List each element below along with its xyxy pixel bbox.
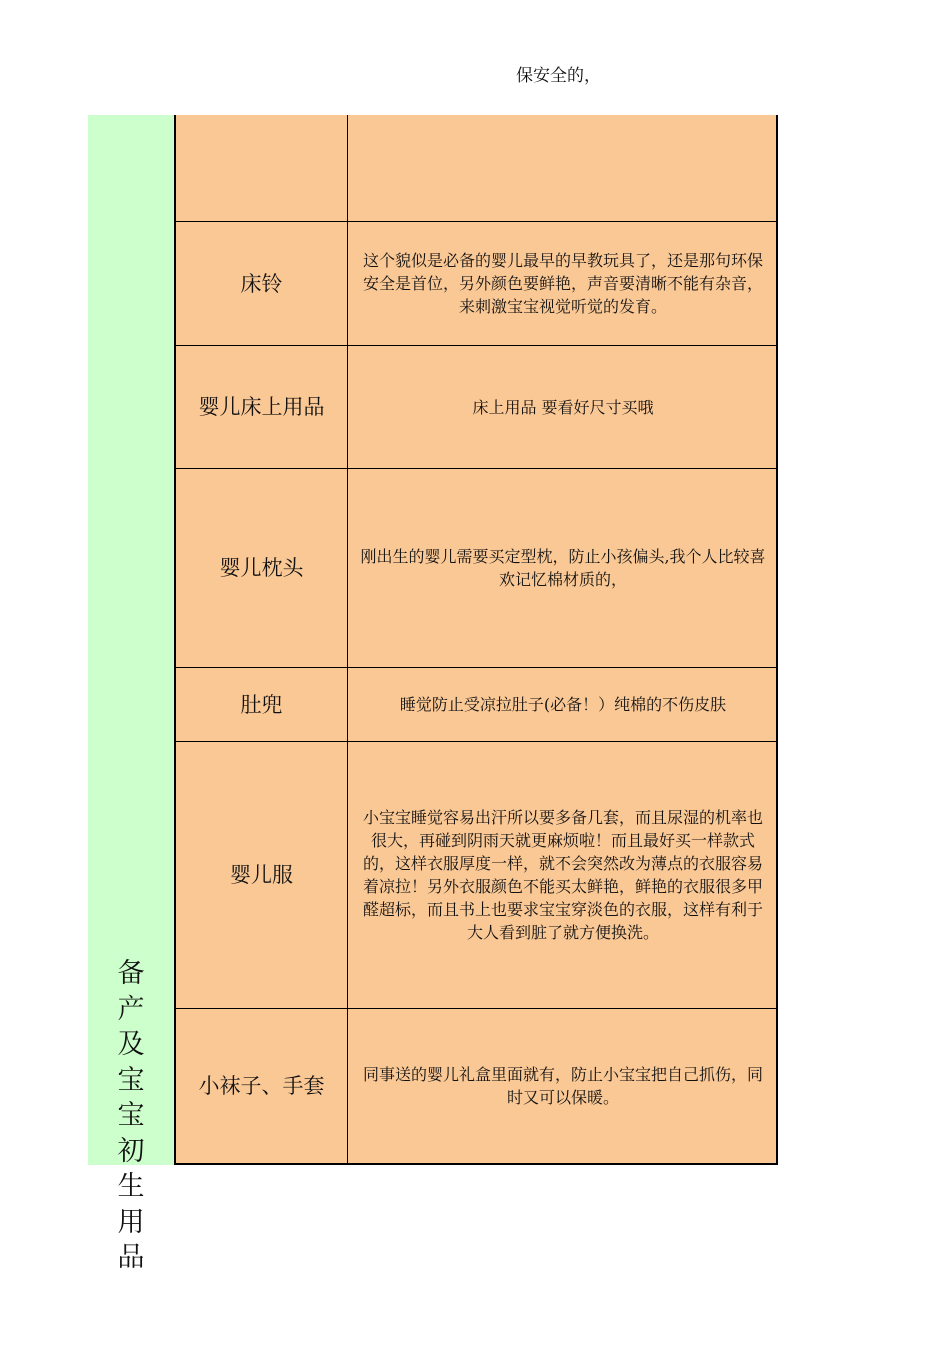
- carryover-text: 保安全的，: [516, 66, 601, 86]
- item-desc-cell: [348, 1009, 776, 1163]
- item-desc-cell: [348, 222, 776, 345]
- table-row: [176, 469, 776, 668]
- item-desc-text: 同事送的婴儿礼盒里面就有，防止小宝宝把自己抓伤，同时又可以保暖。: [362, 1065, 763, 1107]
- item-desc-text: 睡觉防止受凉拉肚子(必备！）纯棉的不伤皮肤: [399, 695, 727, 714]
- table-row: [176, 115, 776, 222]
- item-desc-cell: [348, 346, 776, 468]
- item-desc-cell: [348, 668, 776, 741]
- table-row: [176, 346, 776, 469]
- table-row: [176, 1009, 776, 1163]
- item-name-cell: 婴儿床上用品: [176, 346, 348, 468]
- table-row: [176, 668, 776, 742]
- table-row: [176, 742, 776, 1009]
- category-label: 备产及宝宝初生用品: [117, 958, 145, 1273]
- item-name-cell: 婴儿服: [176, 742, 348, 1008]
- item-name-cell: 婴儿枕头: [176, 469, 348, 667]
- item-desc-cell: [348, 469, 776, 667]
- item-name-cell: 床铃: [176, 222, 348, 345]
- product-table: [174, 115, 778, 1165]
- item-desc-text: 刚出生的婴儿需要买定型枕，防止小孩偏头,我个人比较喜欢记忆棉材质的，: [360, 547, 766, 589]
- item-desc-text: 小宝宝睡觉容易出汗所以要多备几套，而且尿湿的机率也很大，再碰到阴雨天就更麻烦啦！而且最好买一样款式的，这样衣服厚度一样，就不会突然改为薄点的衣服容易着凉拉！另外衣服颜色不能买太鲜艳，鲜艳的衣服很多甲醛超标，而且书上也要求宝宝穿淡色的衣服，这样有利于大人看到脏了就方便换洗。: [362, 808, 763, 942]
- item-name-cell: 小袜子、手套: [176, 1009, 348, 1163]
- item-desc-cell: [348, 742, 776, 1008]
- item-desc-cell: [348, 115, 776, 221]
- item-desc-text: 这个貌似是必备的婴儿最早的早教玩具了，还是那句环保安全是首位，另外颜色要鲜艳，声音要清晰不能有杂音，来刺激宝宝视觉听觉的发育。: [362, 251, 763, 316]
- table-row: [176, 222, 776, 346]
- item-name-cell: [176, 115, 348, 221]
- item-desc-text: 床上用品 要看好尺寸买哦: [472, 397, 654, 417]
- item-name-cell: 肚兜: [176, 668, 348, 741]
